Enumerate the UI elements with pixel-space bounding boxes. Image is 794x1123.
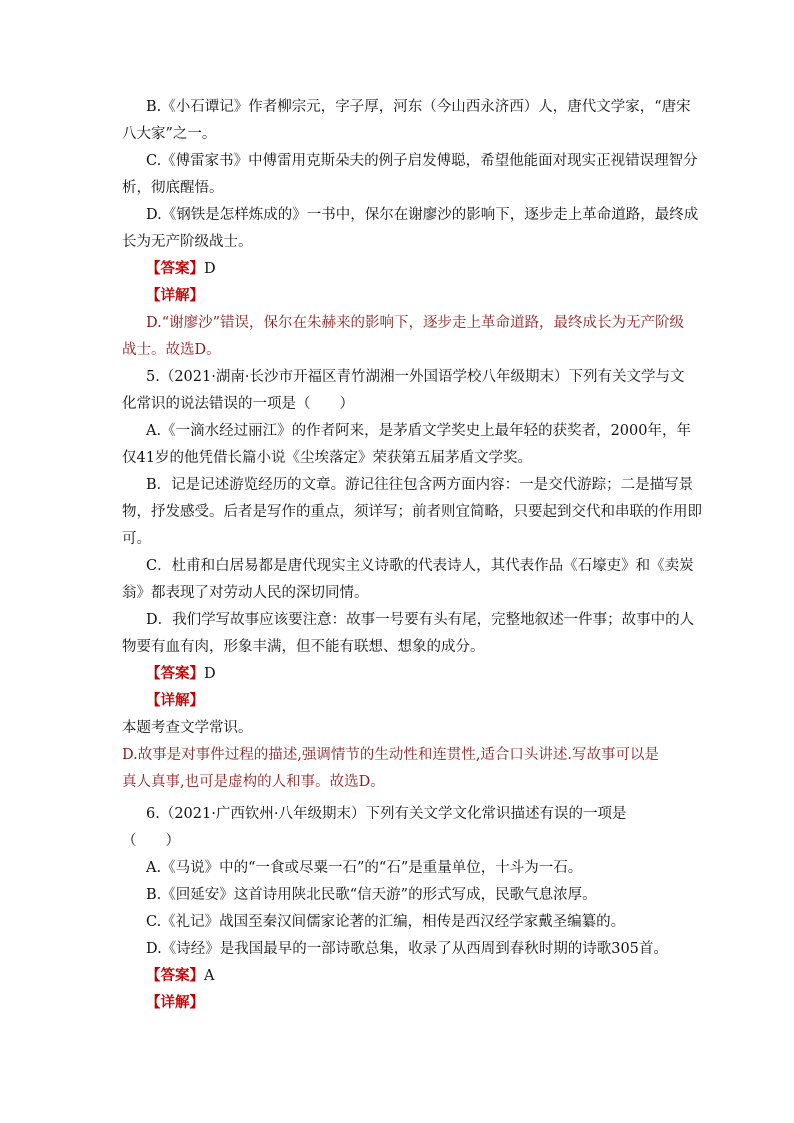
q4-detail-line2: 战士。故选D。 [122,342,221,358]
q6-option-a: A.《马说》中的“一食或尽粟一石”的“石”是重量单位，十斗为一石。 [146,860,583,876]
option-c-line1: C.《傅雷家书》中傅雷用克斯朵夫的例子启发傅聪，希望他能面对现实正视错误理智分 [146,153,698,169]
q6-detail-heading [146,993,204,1013]
q5-option-a-line1: A.《一滴水经过丽江》的作者阿来，是茅盾文学奖史上最年轻的获奖者，2000年，年 [146,423,691,439]
q4-answer [146,259,216,279]
q6-answer [146,966,214,986]
q5-stem-line1: 5.（2021·湖南·长沙市开福区青竹湖湘一外国语学校八年级期末）下列有关文学与文 [146,369,685,385]
q5-option-d-line1: D．我们学写故事应该要注意：故事一号要有头有尾，完整地叙述一件事；故事中的人 [146,612,695,628]
option-b-line1: B.《小石谭记》作者柳宗元，字子厚，河东（今山西永济西）人，唐代文学家，“唐宋 [146,99,691,115]
q5-option-b-line1: B．记是记述游览经历的文章。游记往往包含两方面内容：一是交代游踪；二是描写景 [146,477,694,493]
q6-option-b: B.《回延安》这首诗用陕北民歌“信天游”的形式写成，民歌气息浓厚。 [146,887,597,903]
q6-option-d: D.《诗经》是我国最早的一部诗歌总集，收录了从西周到春秋时期的诗歌305首。 [146,941,668,957]
q5-detail-line2: 真人真事,也可是虚构的人和事。故选D。 [122,774,385,790]
answer-value: D [204,261,216,277]
answer-value: D [204,666,216,682]
q5-detail-heading [146,691,204,711]
q6-option-c: C.《礼记》战国至秦汉间儒家论著的汇编，相传是西汉经学家戴圣编纂的。 [146,914,626,930]
q5-stem-line2: 化常识的说法错误的一项是（ ） [122,396,354,412]
option-b-line2: 八大家”之一。 [122,126,217,142]
answer-label: 【答案】 [146,967,204,984]
q6-stem-line2: （ ） [122,833,180,849]
q6-stem-line1: 6.（2021·广西钦州·八年级期末）下列有关文学文化常识描述有误的一项是 [146,806,627,822]
q5-option-c-line1: C．杜甫和白居易都是唐代现实主义诗歌的代表诗人，其代表作品《石壕吏》和《卖炭 [146,558,694,574]
answer-label: 【答案】 [146,665,204,682]
detail-label: 【详解】 [146,994,204,1011]
q5-option-c-line2: 翁》都表现了对劳动人民的深切同情。 [122,585,369,601]
q5-detail-intro: 本题考查文学常识。 [122,720,253,736]
q5-detail-line1: D.故事是对事件过程的描述,强调情节的生动性和连贯性,适合口头讲述.写故事可以是 [122,747,660,763]
q4-detail-heading [146,286,204,306]
q5-option-b-line2: 物，抒发感受。后者是写作的重点，须详写；前者则宜简略，只要起到交代和串联的作用即 [122,504,702,520]
q5-answer [146,664,216,684]
answer-label: 【答案】 [146,260,204,277]
option-d-line2: 长为无产阶级战士。 [122,234,253,250]
option-c-line2: 析，彻底醒悟。 [122,180,224,196]
q4-detail-line1: D.“谢廖沙”错误，保尔在朱赫来的影响下，逐步走上革命道路，最终成长为无产阶级 [146,315,685,331]
detail-label: 【详解】 [146,287,204,304]
q5-option-d-line2: 物要有血有肉，形象丰满，但不能有联想、想象的成分。 [122,639,485,655]
q5-option-a-line2: 仅41岁的他凭借长篇小说《尘埃落定》荣获第五届茅盾文学奖。 [122,450,532,466]
q5-option-b-line3: 可。 [122,531,151,547]
option-d-line1: D.《钢铁是怎样炼成的》一书中，保尔在谢廖沙的影响下，逐步走上革命道路，最终成 [146,207,699,223]
answer-value: A [204,968,215,984]
detail-label: 【详解】 [146,692,204,709]
